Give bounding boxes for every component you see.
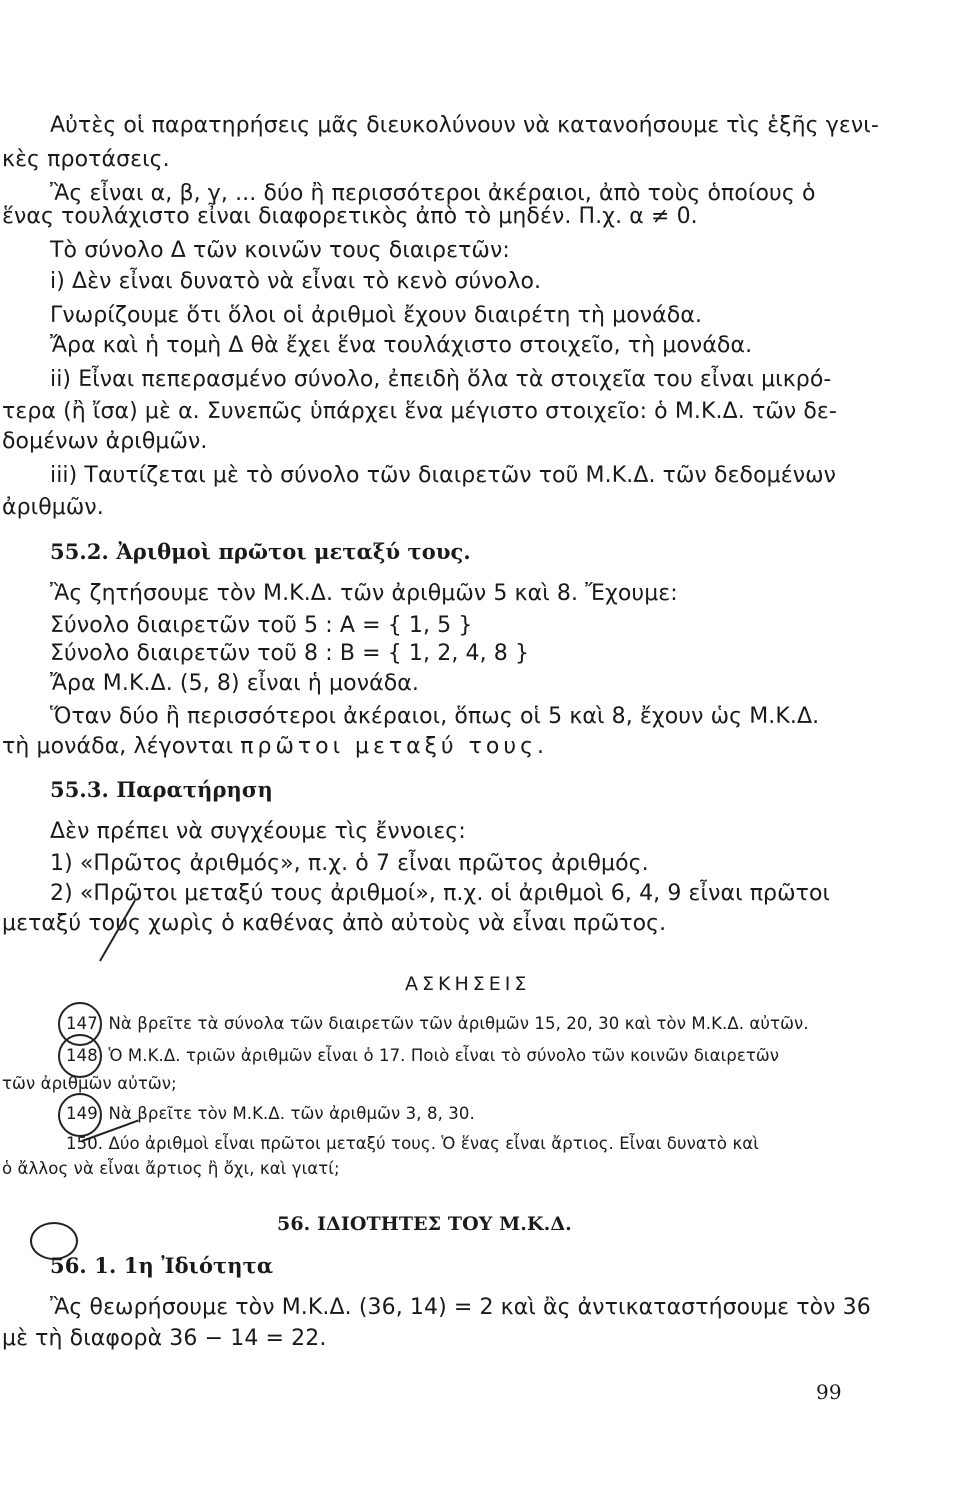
exercise-148-cont: τῶν ἀριθμῶν αὐτῶν; <box>2 1074 177 1093</box>
body-line <box>2 733 548 761</box>
body-line: Σύνολο διαιρετῶν τοῦ 8 : B = { 1, 2, 4, 8 } <box>50 641 530 666</box>
body-line: μὲ τὴ διαφορὰ 36 − 14 = 22. <box>2 1326 327 1351</box>
intro-line: ἀριθμῶν. <box>2 495 104 520</box>
intro-line: i) Δὲν εἶναι δυνατὸ νὰ εἶναι τὸ κενὸ σύνολο. <box>50 269 542 294</box>
exercise-149: 149. Νὰ βρεῖτε τὸν Μ.Κ.Δ. τῶν ἀριθμῶν 3, 8, 30. <box>66 1104 475 1123</box>
body-line: Ὅταν δύο ἢ περισσότεροι ἀκέραιοι, ὅπως οἱ 5 καὶ 8, ἔχουν ὡς Μ.Κ.Δ. <box>50 704 820 729</box>
section-heading: 56. ΙΔΙΟΤΗΤΕΣ ΤΟΥ Μ.Κ.Δ. <box>277 1213 572 1235</box>
subsection-heading: 56. 1. 1η Ἰδιότητα <box>50 1253 274 1278</box>
body-text: τὴ μονάδα, λέγονται <box>2 734 241 759</box>
pencil-circle-mark <box>58 1093 102 1137</box>
section-heading: 55.3. Παρατήρηση <box>50 777 273 802</box>
page-number: 99 <box>816 1380 842 1404</box>
exercise-148: 148. Ὁ Μ.Κ.Δ. τριῶν ἀριθμῶν εἶναι ὁ 17. Ποιὸ εἶναι τὸ σύνολο τῶν κοινῶν διαιρετῶν <box>66 1046 780 1065</box>
body-line: 1) «Πρῶτος ἀριθμός», π.χ. ὁ 7 εἶναι πρῶτος ἀριθμός. <box>50 851 649 876</box>
exercise-150: 150. Δύο ἀριθμοὶ εἶναι πρῶτοι μεταξύ τους. Ὁ ἕνας εἶναι ἄρτιος. Εἶναι δυνατὸ καὶ <box>66 1134 759 1153</box>
body-line: Ἄρα Μ.Κ.Δ. (5, 8) εἶναι ἡ μονάδα. <box>50 671 419 696</box>
intro-line: Αὐτὲς οἱ παρατηρήσεις μᾶς διευκολύνουν νὰ κατανοήσουμε τὶς ἑξῆς γενι- <box>50 113 879 138</box>
body-line: Σύνολο διαιρετῶν τοῦ 5 : A = { 1, 5 } <box>50 613 473 638</box>
body-line: Ἂς ζητήσουμε τὸν Μ.Κ.Δ. τῶν ἀριθμῶν 5 καὶ 8. Ἔχουμε: <box>50 581 678 606</box>
intro-line: iii) Ταυτίζεται μὲ τὸ σύνολο τῶν διαιρετῶν τοῦ Μ.Κ.Δ. τῶν δεδομένων <box>50 463 837 488</box>
intro-line: Τὸ σύνολο Δ τῶν κοινῶν τους διαιρετῶν: <box>50 238 510 263</box>
exercises-heading: ΑΣΚΗΣΕΙΣ <box>405 973 531 995</box>
exercise-150-cont: ὁ ἄλλος νὰ εἶναι ἄρτιος ἢ ὄχι, καὶ γιατί; <box>2 1159 340 1178</box>
intro-line: κὲς προτάσεις. <box>2 147 170 172</box>
body-line: μεταξύ τους χωρὶς ὁ καθένας ἀπὸ αὐτοὺς νὰ εἶναι πρῶτος. <box>2 911 667 936</box>
body-line: Δὲν πρέπει νὰ συγχέουμε τὶς ἔννοιες: <box>50 819 466 844</box>
intro-line: δομένων ἀριθμῶν. <box>2 429 208 454</box>
body-line: Ἂς θεωρήσουμε τὸν Μ.Κ.Δ. (36, 14) = 2 καὶ ἂς ἀντικαταστήσουμε τὸν 36 <box>50 1295 871 1320</box>
intro-line: ἕνας τουλάχιστο εἶναι διαφορετικὸς ἀπὸ τὸ μηδέν. Π.χ. α ≠ 0. <box>2 204 698 229</box>
exercise-147: 147. Νὰ βρεῖτε τὰ σύνολα τῶν διαιρετῶν τῶν ἀριθμῶν 15, 20, 30 καὶ τὸν Μ.Κ.Δ. αὐτῶν. <box>66 1014 809 1033</box>
intro-line: Γνωρίζουμε ὅτι ὅλοι οἱ ἀριθμοὶ ἔχουν διαιρέτη τὴ μονάδα. <box>50 303 703 328</box>
spaced-emphasis: πρῶτοι μεταξύ τους. <box>240 734 548 759</box>
intro-line: Ἂς εἶναι α, β, γ, ... δύο ἢ περισσότεροι ἀκέραιοι, ἀπὸ τοὺς ὁποίους ὁ <box>50 181 816 206</box>
intro-line: ii) Εἶναι πεπερασμένο σύνολο, ἐπειδὴ ὅλα τὰ στοιχεῖα του εἶναι μικρό- <box>50 367 832 392</box>
pencil-circle-mark <box>58 1034 102 1078</box>
section-heading: 55.2. Ἀριθμοὶ πρῶτοι μεταξύ τους. <box>50 539 471 564</box>
body-line: 2) «Πρῶτοι μεταξύ τους ἀριθμοί», π.χ. οἱ ἀριθμοὶ 6, 4, 9 εἶναι πρῶτοι <box>50 881 831 906</box>
intro-line: Ἄρα καὶ ἡ τομὴ Δ θὰ ἔχει ἕνα τουλάχιστο στοιχεῖο, τὴ μονάδα. <box>50 333 753 358</box>
intro-line: τερα (ἢ ἴσα) μὲ α. Συνεπῶς ὑπάρχει ἕνα μέγιστο στοιχεῖο: ὁ Μ.Κ.Δ. τῶν δε- <box>2 399 837 424</box>
